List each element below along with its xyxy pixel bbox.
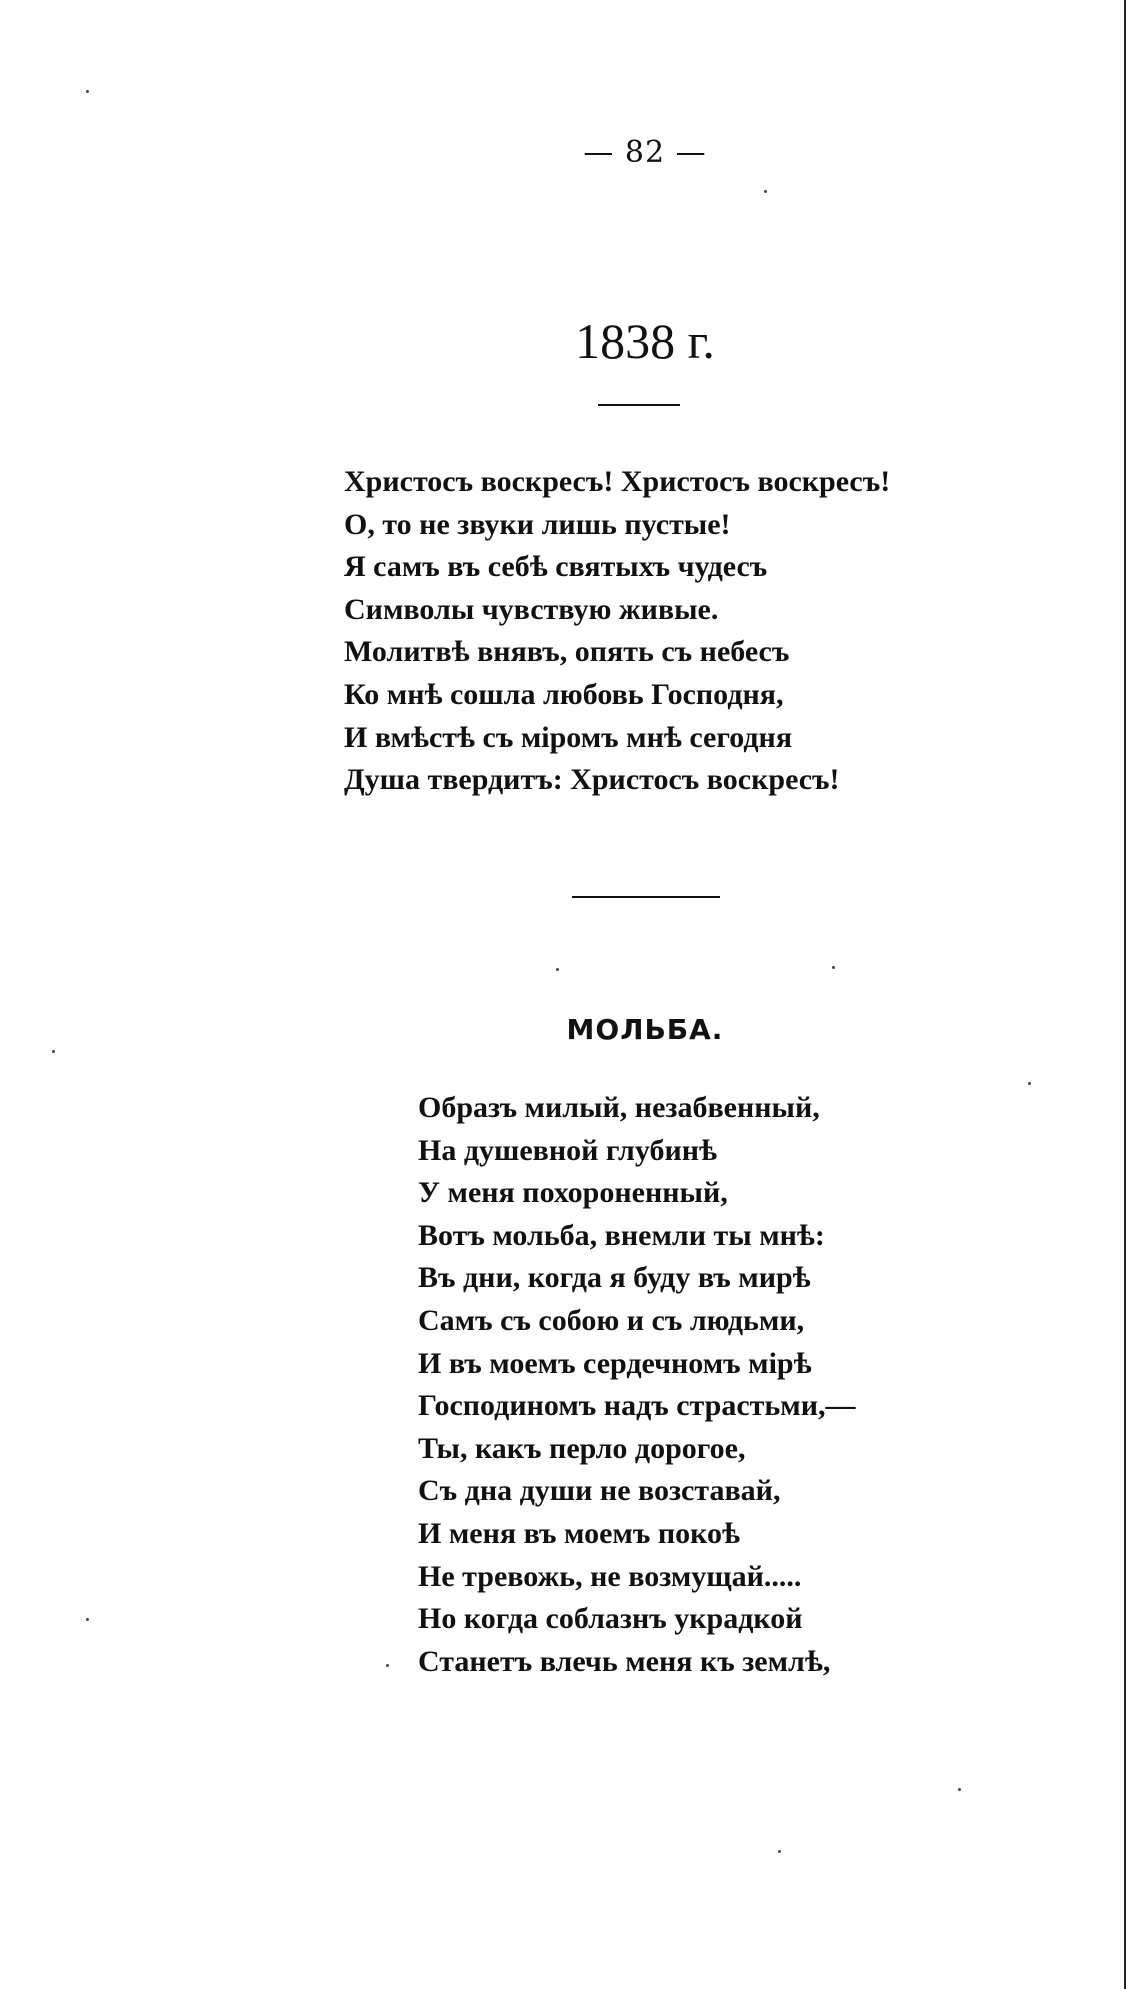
scan-speck: [778, 1850, 781, 1853]
poem-1-line: Душа твердитъ: Христосъ воскресъ!: [344, 763, 840, 797]
page-edge-line: [1124, 0, 1126, 1989]
scan-speck: [1028, 1082, 1031, 1085]
poem-1-line: О, то не звуки лишь пустые!: [344, 507, 731, 541]
scan-speck: [764, 190, 767, 193]
poem-2-line: Не тревожь, не возмущай.....: [418, 1559, 802, 1593]
scan-speck: [556, 968, 559, 971]
scan-speck: [86, 90, 89, 93]
poem-2-line: У меня похороненный,: [418, 1176, 728, 1210]
poem-1-title: 1838 г.: [575, 313, 715, 369]
poem-1-line: Символы чувствую живые.: [344, 592, 719, 626]
poem-2-line: Господиномъ надъ страстьми,—: [418, 1389, 856, 1423]
poem-2-stanza: [418, 1087, 855, 1683]
poem-2-line: Самъ съ собою и съ людьми,: [418, 1303, 805, 1337]
poem-2-line: Съ дна души не возставай,: [418, 1474, 781, 1508]
poem-1-line: И вмѣстѣ съ міромъ мнѣ сегодня: [344, 720, 793, 754]
poem-1-line: Ко мнѣ сошла любовь Господня,: [344, 677, 784, 711]
poem-2-line: Въ дни, когда я буду въ мирѣ: [418, 1261, 811, 1295]
poem-2-line: Вотъ мольба, внемли ты мнѣ:: [418, 1218, 825, 1252]
poem-2-line: Образъ милый, незабвенный,: [418, 1091, 820, 1124]
scan-speck: [958, 1788, 961, 1791]
scan-speck: [52, 1050, 55, 1053]
poem-1-stanza: [344, 461, 890, 802]
poem-1-line: Молитвѣ внявъ, опять съ небесъ: [344, 635, 790, 669]
poem-1-line: Я самъ въ себѣ святыхъ чудесъ: [344, 550, 768, 584]
poem-2-line: И въ моемъ сердечномъ мірѣ: [418, 1346, 812, 1380]
poem-2-line: И меня въ моемъ покоѣ: [418, 1516, 741, 1550]
section-divider: [572, 896, 720, 898]
poem-2-line: Но когда соблазнъ украдкой: [418, 1602, 803, 1636]
title-rule: [598, 404, 680, 406]
scan-speck: [86, 1618, 89, 1621]
poem-2-line: Станетъ влечь меня къ землѣ,: [418, 1644, 831, 1678]
scan-speck: [386, 1664, 389, 1667]
poem-2-line: Ты, какъ перло дорогое,: [418, 1431, 746, 1465]
page-number: — 82 —: [583, 135, 707, 170]
poem-1-line: Христосъ воскресъ! Христосъ воскресъ!: [344, 465, 891, 498]
poem-2-title: МОЛЬБА.: [566, 1013, 724, 1046]
scan-speck: [832, 966, 835, 969]
poem-2-line: На душевной глубинѣ: [418, 1133, 718, 1167]
